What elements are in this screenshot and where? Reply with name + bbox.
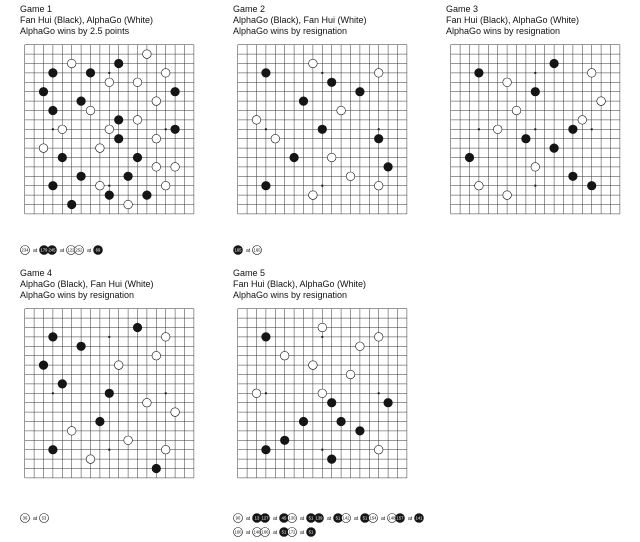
white-stone: [252, 389, 261, 398]
white-stone: [67, 59, 76, 68]
black-stone: [105, 191, 114, 200]
star-point: [108, 449, 110, 451]
note-number: 36: [22, 515, 28, 521]
white-stone: [58, 125, 67, 134]
black-stone: [49, 333, 58, 342]
go-board: [233, 304, 412, 483]
black-stone: [39, 361, 48, 370]
star-point: [321, 185, 323, 187]
white-stone: [133, 116, 142, 125]
white-stone: [503, 191, 512, 200]
star-point: [378, 128, 380, 130]
note-at: at: [273, 530, 278, 536]
game-2-panel: [233, 4, 423, 262]
star-point: [265, 128, 267, 130]
go-board: [233, 40, 412, 219]
note-number: 130: [288, 515, 296, 521]
game-result: AlphaGo wins by 2.5 points: [20, 26, 130, 36]
black-stone: [58, 380, 67, 389]
game-result: AlphaGo wins by resignation: [233, 290, 348, 300]
star-point: [52, 392, 54, 394]
note-number: 154: [369, 515, 377, 521]
black-stone: [114, 59, 123, 68]
white-stone: [105, 125, 114, 134]
note-number: 69: [95, 247, 101, 253]
game-players: AlphaGo (Black), Fan Hui (White): [233, 15, 367, 25]
black-stone: [152, 464, 161, 473]
board-svg: [446, 40, 625, 219]
game-result: AlphaGo wins by resignation: [233, 26, 348, 36]
black-stone: [262, 69, 271, 78]
game-3-panel: [446, 4, 636, 262]
black-stone: [356, 427, 365, 436]
black-stone: [374, 134, 383, 143]
notes-svg: [233, 512, 443, 540]
star-point: [534, 128, 536, 130]
black-stone: [337, 417, 346, 426]
white-stone: [337, 106, 346, 115]
white-stone: [171, 408, 180, 417]
black-stone: [299, 417, 308, 426]
game-players: Fan Hui (Black), AlphaGo (White): [20, 15, 154, 25]
black-stone: [522, 134, 531, 143]
white-stone: [374, 69, 383, 78]
star-point: [321, 336, 323, 338]
note-number: 141: [415, 515, 423, 521]
note-at: at: [273, 516, 278, 522]
star-point: [165, 392, 167, 394]
note-number: 252: [75, 247, 83, 253]
note-number: 53: [41, 515, 47, 521]
white-stone: [309, 361, 318, 370]
white-stone: [309, 59, 318, 68]
white-stone: [374, 445, 383, 454]
black-stone: [569, 125, 578, 134]
black-stone: [262, 333, 271, 342]
star-point: [108, 72, 110, 74]
white-stone: [161, 181, 170, 190]
black-stone: [327, 455, 336, 464]
black-stone: [77, 342, 86, 351]
note-at: at: [300, 516, 305, 522]
white-stone: [86, 455, 95, 464]
white-stone: [161, 445, 170, 454]
black-stone: [143, 191, 152, 200]
note-number: 51: [335, 515, 341, 521]
black-stone: [262, 181, 271, 190]
note-at: at: [246, 516, 251, 522]
white-stone: [346, 370, 355, 379]
note-number: 157: [396, 515, 404, 521]
game-players: AlphaGo (Black), Fan Hui (White): [20, 279, 154, 289]
star-point: [265, 392, 267, 394]
go-board: [446, 40, 625, 219]
star-point: [108, 185, 110, 187]
game-title: Game 5: [233, 268, 266, 278]
white-stone: [271, 134, 280, 143]
white-stone: [252, 116, 261, 125]
white-stone: [512, 106, 521, 115]
board-svg: [233, 304, 412, 483]
black-stone: [86, 69, 95, 78]
note-number: 166: [261, 529, 269, 535]
note-number: 160: [234, 529, 242, 535]
white-stone: [597, 97, 606, 106]
black-stone: [550, 59, 559, 68]
note-at: at: [246, 248, 251, 254]
black-stone: [327, 78, 336, 87]
game-result: AlphaGo wins by resignation: [20, 290, 135, 300]
note-at: at: [246, 530, 251, 536]
white-stone: [374, 181, 383, 190]
black-stone: [67, 200, 76, 209]
star-point: [534, 72, 536, 74]
white-stone: [356, 342, 365, 351]
note-at: at: [60, 248, 65, 254]
white-stone: [161, 333, 170, 342]
black-stone: [96, 417, 105, 426]
white-stone: [152, 134, 161, 143]
white-stone: [318, 323, 327, 332]
note-number: 122: [67, 247, 75, 253]
game-title: Game 4: [20, 268, 53, 278]
white-stone: [280, 351, 289, 360]
black-stone: [49, 181, 58, 190]
black-stone: [171, 87, 180, 96]
white-stone: [114, 361, 123, 370]
white-stone: [493, 125, 502, 134]
star-point: [321, 72, 323, 74]
note-at: at: [354, 516, 359, 522]
note-at: at: [381, 516, 386, 522]
white-stone: [374, 333, 383, 342]
note-number: 45: [281, 515, 287, 521]
go-board: [20, 40, 199, 219]
white-stone: [39, 144, 48, 153]
white-stone: [67, 427, 76, 436]
notes-svg: [20, 512, 230, 526]
notes-svg: [233, 244, 443, 258]
game-result: AlphaGo wins by resignation: [446, 26, 561, 36]
black-stone: [114, 134, 123, 143]
game-notes: [20, 512, 230, 528]
black-stone: [569, 172, 578, 181]
note-at: at: [33, 516, 38, 522]
game-title: Game 1: [20, 4, 53, 14]
black-stone: [531, 87, 540, 96]
note-at: at: [327, 516, 332, 522]
game-notes: [233, 244, 443, 260]
game-players: Fan Hui (Black), AlphaGo (White): [233, 279, 367, 289]
note-number: 51: [281, 529, 287, 535]
white-stone: [96, 181, 105, 190]
white-stone: [503, 78, 512, 87]
white-stone: [152, 351, 161, 360]
black-stone: [587, 181, 596, 190]
note-number: 172: [288, 529, 296, 535]
go-board: [20, 304, 199, 483]
white-stone: [309, 191, 318, 200]
note-number: 127: [261, 515, 269, 521]
white-stone: [587, 69, 596, 78]
star-point: [52, 128, 54, 130]
white-stone: [124, 436, 133, 445]
note-number: 142: [342, 515, 350, 521]
black-stone: [114, 116, 123, 125]
note-at: at: [300, 530, 305, 536]
white-stone: [318, 389, 327, 398]
game-1-panel: [20, 4, 210, 262]
game-5-panel: [233, 268, 433, 536]
note-at: at: [408, 516, 413, 522]
black-stone: [77, 172, 86, 181]
white-stone: [531, 163, 540, 172]
black-stone: [49, 69, 58, 78]
black-stone: [290, 153, 299, 162]
white-stone: [327, 153, 336, 162]
note-number: 51: [308, 529, 314, 535]
star-point: [165, 128, 167, 130]
white-stone: [578, 116, 587, 125]
black-stone: [318, 125, 327, 134]
note-number: 51: [308, 515, 314, 521]
note-number: 90: [235, 515, 241, 521]
black-stone: [299, 97, 308, 106]
note-number: 165: [234, 247, 242, 253]
white-stone: [133, 78, 142, 87]
black-stone: [105, 389, 114, 398]
board-svg: [20, 304, 199, 483]
board-svg: [233, 40, 412, 219]
black-stone: [49, 445, 58, 454]
black-stone: [133, 323, 142, 332]
star-point: [478, 128, 480, 130]
game-4-panel: [20, 268, 210, 526]
black-stone: [77, 97, 86, 106]
note-at: at: [87, 248, 92, 254]
black-stone: [384, 398, 393, 407]
game-players: Fan Hui (Black), AlphaGo (White): [446, 15, 580, 25]
note-number: 245: [48, 247, 56, 253]
black-stone: [124, 172, 133, 181]
black-stone: [280, 436, 289, 445]
black-stone: [49, 106, 58, 115]
black-stone: [327, 398, 336, 407]
game-title: Game 3: [446, 4, 479, 14]
white-stone: [143, 50, 152, 59]
game-notes: [233, 512, 443, 542]
black-stone: [171, 125, 180, 134]
game-title: Game 2: [233, 4, 266, 14]
note-number: 148: [388, 515, 396, 521]
white-stone: [161, 69, 170, 78]
note-number: 234: [21, 247, 29, 253]
black-stone: [58, 153, 67, 162]
note-number: 13: [254, 515, 260, 521]
white-stone: [346, 172, 355, 181]
notes-svg: [20, 244, 230, 258]
black-stone: [465, 153, 474, 162]
note-number: 51: [362, 515, 368, 521]
black-stone: [384, 163, 393, 172]
star-point: [591, 128, 593, 130]
board-svg: [20, 40, 199, 219]
black-stone: [39, 87, 48, 96]
black-stone: [262, 445, 271, 454]
note-number: 139: [315, 515, 323, 521]
black-stone: [475, 69, 484, 78]
star-point: [108, 336, 110, 338]
white-stone: [152, 97, 161, 106]
star-point: [378, 392, 380, 394]
game-notes: [20, 244, 230, 260]
white-stone: [171, 163, 180, 172]
star-point: [534, 185, 536, 187]
white-stone: [152, 163, 161, 172]
white-stone: [86, 106, 95, 115]
star-point: [321, 449, 323, 451]
white-stone: [475, 181, 484, 190]
note-number: 179: [40, 247, 48, 253]
white-stone: [143, 398, 152, 407]
white-stone: [96, 144, 105, 153]
black-stone: [133, 153, 142, 162]
note-at: at: [33, 248, 38, 254]
black-stone: [356, 87, 365, 96]
white-stone: [105, 78, 114, 87]
note-number: 160: [253, 247, 261, 253]
note-number: 148: [253, 529, 261, 535]
white-stone: [124, 200, 133, 209]
black-stone: [550, 144, 559, 153]
